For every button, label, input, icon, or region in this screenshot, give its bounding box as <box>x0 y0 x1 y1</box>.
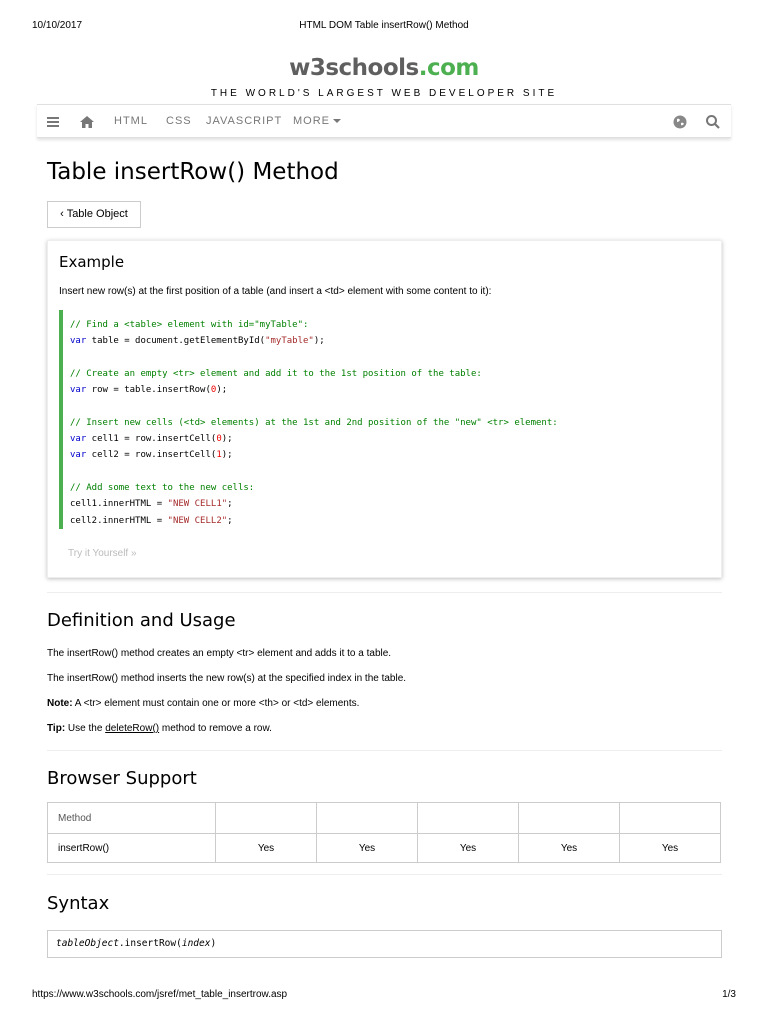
definition-heading: Definition and Usage <box>47 610 236 631</box>
code-comment: // Find a <table> element with id="myTable": <box>70 320 309 330</box>
syntax-heading: Syntax <box>47 893 110 914</box>
chevron-left-icon: ‹ <box>60 208 67 220</box>
top-navbar <box>37 104 731 138</box>
table-row <box>48 834 721 863</box>
tip-paragraph: Tip: Use the deleteRow() method to remove a row. <box>47 723 272 734</box>
site-logo[interactable] <box>0 55 768 81</box>
code-line: cell1.innerHTML = "NEW CELL1"; <box>70 499 233 510</box>
code-line: var row = table.insertRow(0); <box>70 385 228 396</box>
browser-header-cell <box>620 803 721 834</box>
back-button-label: Table Object <box>66 208 128 220</box>
example-title: Example <box>59 253 125 271</box>
print-doc-title: HTML DOM Table insertRow() Method <box>299 20 469 31</box>
definition-paragraph: The insertRow() method creates an empty <tr> element and adds it to a table. <box>47 648 392 659</box>
support-cell: Yes <box>418 834 519 863</box>
tip-label: Tip: <box>47 723 66 734</box>
example-description: Insert new row(s) at the first position of a table (and insert a <td> element with some content to it): <box>59 286 492 297</box>
page-title: Table insertRow() Method <box>47 159 339 185</box>
definition-paragraph: The insertRow() method inserts the new row(s) at the specified index in the table. <box>47 673 407 684</box>
code-line: var cell1 = row.insertCell(0); <box>70 434 233 445</box>
syntax-code-box: tableObject.insertRow(index) <box>47 930 722 958</box>
syntax-param: index <box>181 938 211 949</box>
section-divider <box>47 592 722 593</box>
menu-icon[interactable] <box>45 114 61 130</box>
code-line: var cell2 = row.insertCell(1); <box>70 450 233 461</box>
browser-header-cell <box>317 803 418 834</box>
support-cell: Yes <box>620 834 721 863</box>
print-header <box>32 20 736 34</box>
deleterow-link[interactable]: deleteRow() <box>105 723 160 734</box>
back-table-object-button[interactable] <box>47 201 141 228</box>
print-date: 10/10/2017 <box>32 20 83 31</box>
print-page-number: 1/3 <box>722 989 736 1000</box>
browser-header-cell <box>216 803 317 834</box>
browser-header-cell <box>519 803 620 834</box>
nav-css[interactable]: CSS <box>166 115 192 127</box>
nav-html[interactable]: HTML <box>114 115 148 127</box>
code-comment: // Insert new cells (<td> elements) at the 1st and 2nd position of the "new" <tr> element: <box>70 417 558 428</box>
code-block <box>59 310 712 529</box>
section-divider <box>47 750 722 751</box>
note-paragraph <box>47 698 359 709</box>
site-tagline: THE WORLD'S LARGEST WEB DEVELOPER SITE <box>210 88 558 99</box>
code-line: var table = document.getElementById("myTable"); <box>70 336 325 347</box>
syntax-object: tableObject <box>56 938 119 949</box>
table-row <box>48 803 721 834</box>
browser-support-heading: Browser Support <box>47 768 197 789</box>
browser-header-cell <box>418 803 519 834</box>
code-comment: // Create an empty <tr> element and add it to the 1st position of the table: <box>70 368 482 379</box>
table-header-cell: Method <box>48 803 216 834</box>
section-divider <box>47 874 722 875</box>
logo-main: w3schools <box>289 55 419 81</box>
search-icon[interactable] <box>705 114 721 130</box>
support-cell: Yes <box>317 834 418 863</box>
home-icon[interactable] <box>79 114 95 130</box>
print-footer <box>32 989 736 1003</box>
code-comment: // Add some text to the new cells: <box>70 482 255 493</box>
print-url: https://www.w3schools.com/jsref/met_table_insertrow.asp <box>32 989 288 1000</box>
browser-support-table <box>47 802 721 863</box>
note-text: A <tr> element must contain one or more <th> or <td> elements. <box>72 698 360 709</box>
example-box <box>47 240 722 578</box>
globe-icon[interactable] <box>672 114 688 130</box>
code-line: cell2.innerHTML = "NEW CELL2"; <box>70 515 233 526</box>
try-it-yourself-button[interactable]: Try it Yourself » <box>68 548 137 559</box>
support-cell: Yes <box>216 834 317 863</box>
logo-suffix: .com <box>418 55 479 81</box>
note-label: Note: <box>47 698 73 709</box>
nav-javascript[interactable]: JAVASCRIPT <box>206 115 283 127</box>
chevron-down-icon <box>333 119 341 123</box>
nav-more-label: MORE <box>293 115 330 127</box>
nav-more[interactable] <box>293 105 341 138</box>
support-cell: Yes <box>519 834 620 863</box>
method-cell: insertRow() <box>48 834 216 863</box>
